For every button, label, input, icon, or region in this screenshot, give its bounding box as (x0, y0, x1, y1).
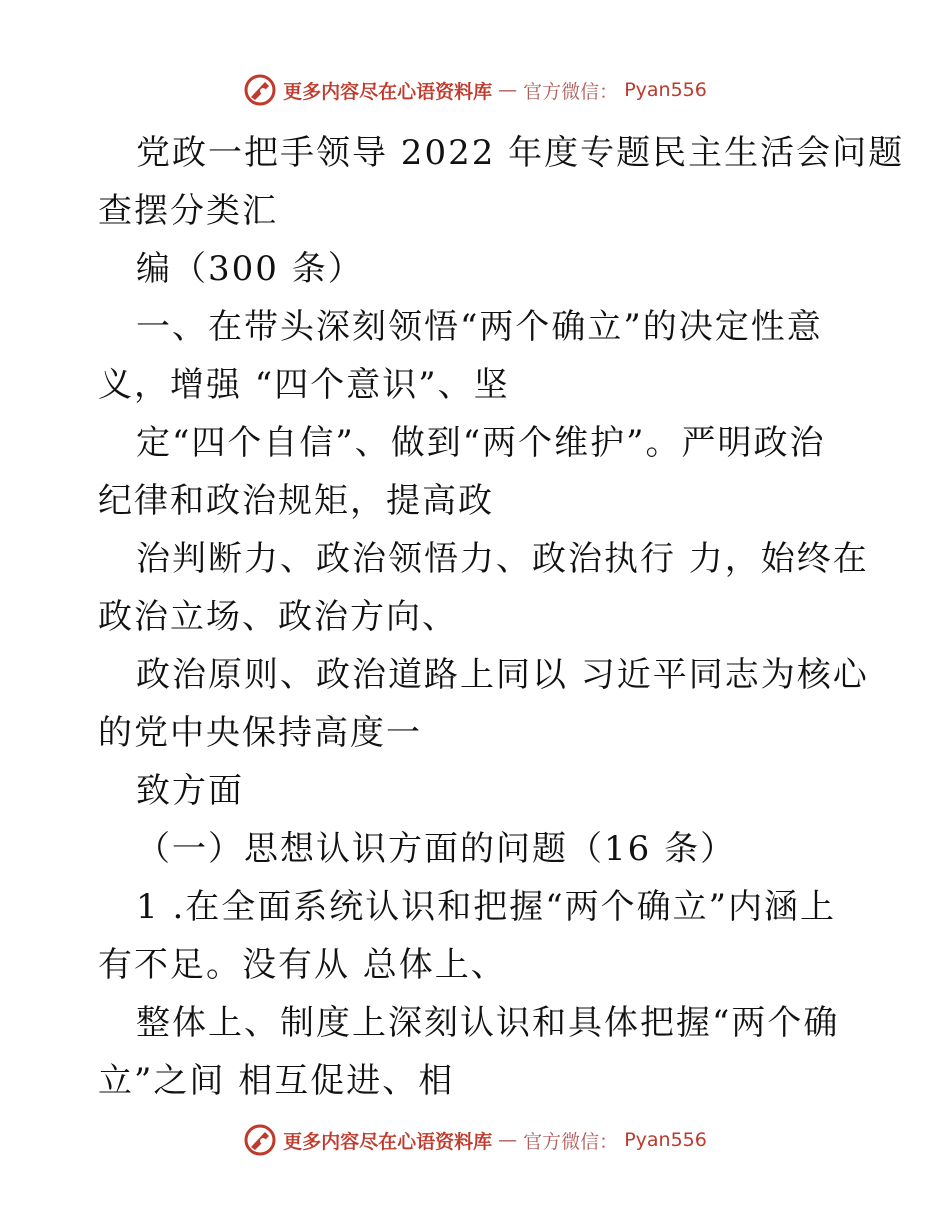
text-line: 纪律和政治规矩，提高政 (98, 481, 494, 521)
watermark-sub-text: 官方微信： (523, 80, 619, 103)
text-line: 致方面 (136, 771, 244, 811)
watermark-sub-text: 官方微信： (523, 1130, 619, 1153)
text-line: 编（300 条） (136, 249, 364, 289)
text-line: 政治立场、政治方向、 (98, 597, 458, 637)
text-line: （一）思想认识方面的问题（16 条） (136, 829, 737, 869)
brand-logo-icon (243, 1123, 277, 1157)
watermark-header (0, 70, 950, 110)
watermark-footer (0, 1120, 950, 1160)
text-line: 整体上、制度上深刻认识和具体把握“两个确 (136, 1003, 840, 1043)
watermark-dash: — (498, 1129, 518, 1151)
text-line: 一、在带头深刻领悟“两个确立”的决定性意 (136, 307, 823, 347)
brand-logo-icon (243, 73, 277, 107)
text-line: 治判断力、政治领悟力、政治执行 力，始终在 (136, 539, 869, 579)
text-line: 有不足。没有从 总体上、 (98, 945, 507, 985)
text-line: 立”之间 相互促进、相 (98, 1061, 455, 1101)
document-body (98, 124, 905, 1110)
watermark-main-text: 更多内容尽在心语资料库 (283, 1130, 493, 1153)
watermark-handle: Pyan556 (624, 1129, 707, 1151)
text-line: 政治原则、政治道路上同以 习近平同志为核心 (136, 655, 869, 695)
text-line: 1 .在全面系统认识和把握“两个确立”内涵上 (136, 887, 837, 927)
watermark-main-text: 更多内容尽在心语资料库 (283, 80, 493, 103)
text-line: 党政一把手领导 2022 年度专题民主生活会问题 (136, 133, 905, 173)
text-line: 义，增强 “四个意识”、坚 (98, 365, 510, 405)
text-line: 定“四个自信”、做到“两个维护”。严明政治 (136, 423, 826, 463)
watermark-handle: Pyan556 (624, 79, 707, 101)
text-line: 查摆分类汇 (98, 191, 278, 231)
watermark-dash: — (498, 79, 518, 101)
text-line: 的党中央保持高度一 (98, 713, 422, 753)
